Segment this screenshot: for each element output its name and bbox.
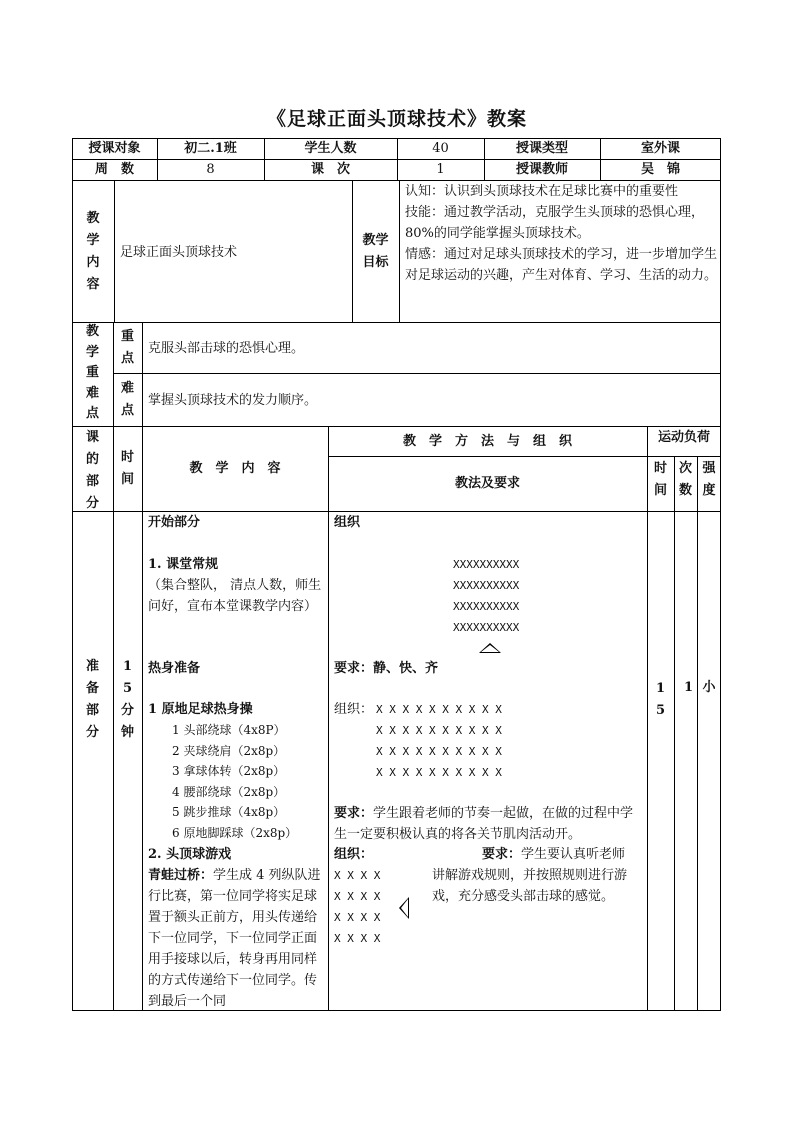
teacher-triangle-icon: [479, 643, 501, 653]
formation-2: X X X X X X X X X X X X X X X X X X X X X X X X X X X X X X X X X X X X X X X X: [376, 703, 502, 779]
label-student-count: 学生人数: [304, 141, 357, 156]
head-part: 课 的 部 分: [85, 430, 99, 511]
key-label: 重 点: [120, 329, 134, 366]
requirement-3: 要求：学生要认真听老师讲解游戏规则，并按照规则进行游戏，充分感受头部击球的感觉。: [432, 847, 628, 904]
drill-item: 4 腰部绕球（2x8p）: [172, 784, 286, 799]
label-week: 周 数: [94, 162, 134, 177]
content-value: 足球正面头顶球技术: [120, 245, 238, 260]
game-text: 青蛙过桥：学生成 4 列纵队进行比赛，第一位同学将实足球置于额头正前方，用头传递给下一位同学，下一位同学正面用手接球以后，转身再用同样的方式传递给下一位同学。传到最后一个同: [148, 868, 321, 1009]
value-session: 1: [436, 162, 445, 177]
teacher-triangle-icon: [399, 897, 409, 919]
warmup-title: 热身准备: [148, 661, 201, 676]
head-content: 教 学 内 容: [189, 461, 281, 476]
drill-item: 6 原地脚踩球（2x8p）: [172, 825, 298, 840]
routine-title: 1. 课堂常规: [148, 557, 219, 572]
start-part-title: 开始部分: [148, 515, 201, 530]
game-title: 2. 头顶球游戏: [148, 847, 232, 862]
drill-item: 2 夹球绕肩（2x8p）: [172, 743, 286, 758]
requirement-2: 要求：学生跟着老师的节奏一起做，在做的过程中学生一定要积极认真的将各关节肌肉活动开。: [334, 806, 634, 842]
formation-1: XXXXXXXXXX XXXXXXXXXX XXXXXXXXXX XXXXXXXXXX: [453, 558, 520, 634]
head-time: 时 间: [120, 450, 134, 487]
content-label: 教 学 内 容: [86, 211, 100, 292]
label-class: 授课对象: [88, 141, 141, 156]
formation-3: X X X X X X X X X X X X X X X X: [334, 869, 381, 945]
head-load: 运动负荷: [657, 430, 710, 445]
routine-text: （集合整队， 清点人数，师生问好，宣布本堂课教学内容）: [148, 578, 322, 614]
drill-item: 3 拿球体转（2x8p）: [172, 764, 286, 778]
section-part: 准 备 部 分: [85, 659, 99, 740]
org-label-3: 组织：: [334, 847, 374, 862]
drill-list: [172, 720, 297, 843]
page-title: 《足球正面头顶球技术》教案: [266, 108, 527, 130]
section-load-intensity: 小: [702, 680, 716, 695]
key-text: 克服头部击球的恐惧心理。: [148, 341, 305, 356]
goals-text: 认知：认识到头顶球技术在足球比赛中的重要性 技能：通过教学活动，克服学生头顶球的恐惧心理，80%的同学能掌握头顶球技术。 情感：通过对足球头顶球技术的学习，进一步增加学生对足球运动的兴趣，产生对体育、学习、生活的动力。: [405, 184, 718, 283]
drill-item: 1 头部绕球（4x8P）: [172, 723, 286, 737]
org-label-1: 组织: [334, 515, 361, 530]
head-load-time: 时 间: [653, 461, 667, 498]
value-teacher: 吴 锦: [640, 162, 680, 177]
keypoints-label: 教 学 重 难 点: [85, 324, 99, 421]
value-class: 初二.1班: [184, 141, 237, 156]
label-session: 课 次: [310, 162, 350, 177]
value-student-count: 40: [432, 141, 449, 156]
difficulty-label: 难 点: [120, 381, 134, 418]
head-load-count: 次 数: [678, 461, 692, 498]
goal-label: 教学 目标: [362, 233, 389, 270]
drill-title: 1 原地足球热身操: [148, 702, 253, 717]
section-load-time: 1 5: [655, 681, 666, 718]
value-week: 8: [206, 162, 215, 177]
org-label-2: 组织：: [334, 702, 374, 717]
head-method: 教 学 方 法 与 组 织: [402, 434, 572, 449]
label-lesson-type: 授课类型: [515, 141, 568, 156]
requirement-1: 要求：静、快、齐: [334, 661, 439, 676]
head-load-intensity: 强 度: [702, 461, 716, 498]
value-lesson-type: 室外课: [640, 141, 680, 156]
section-time: 1 5 分 钟: [120, 659, 134, 740]
difficulty-text: 掌握头顶球技术的发力顺序。: [148, 393, 318, 408]
section-load-count: 1: [683, 680, 694, 695]
label-teacher: 授课教师: [515, 162, 568, 177]
drill-item: 5 跳步推球（4x8p）: [172, 805, 286, 819]
head-method-sub: 教法及要求: [454, 476, 520, 491]
